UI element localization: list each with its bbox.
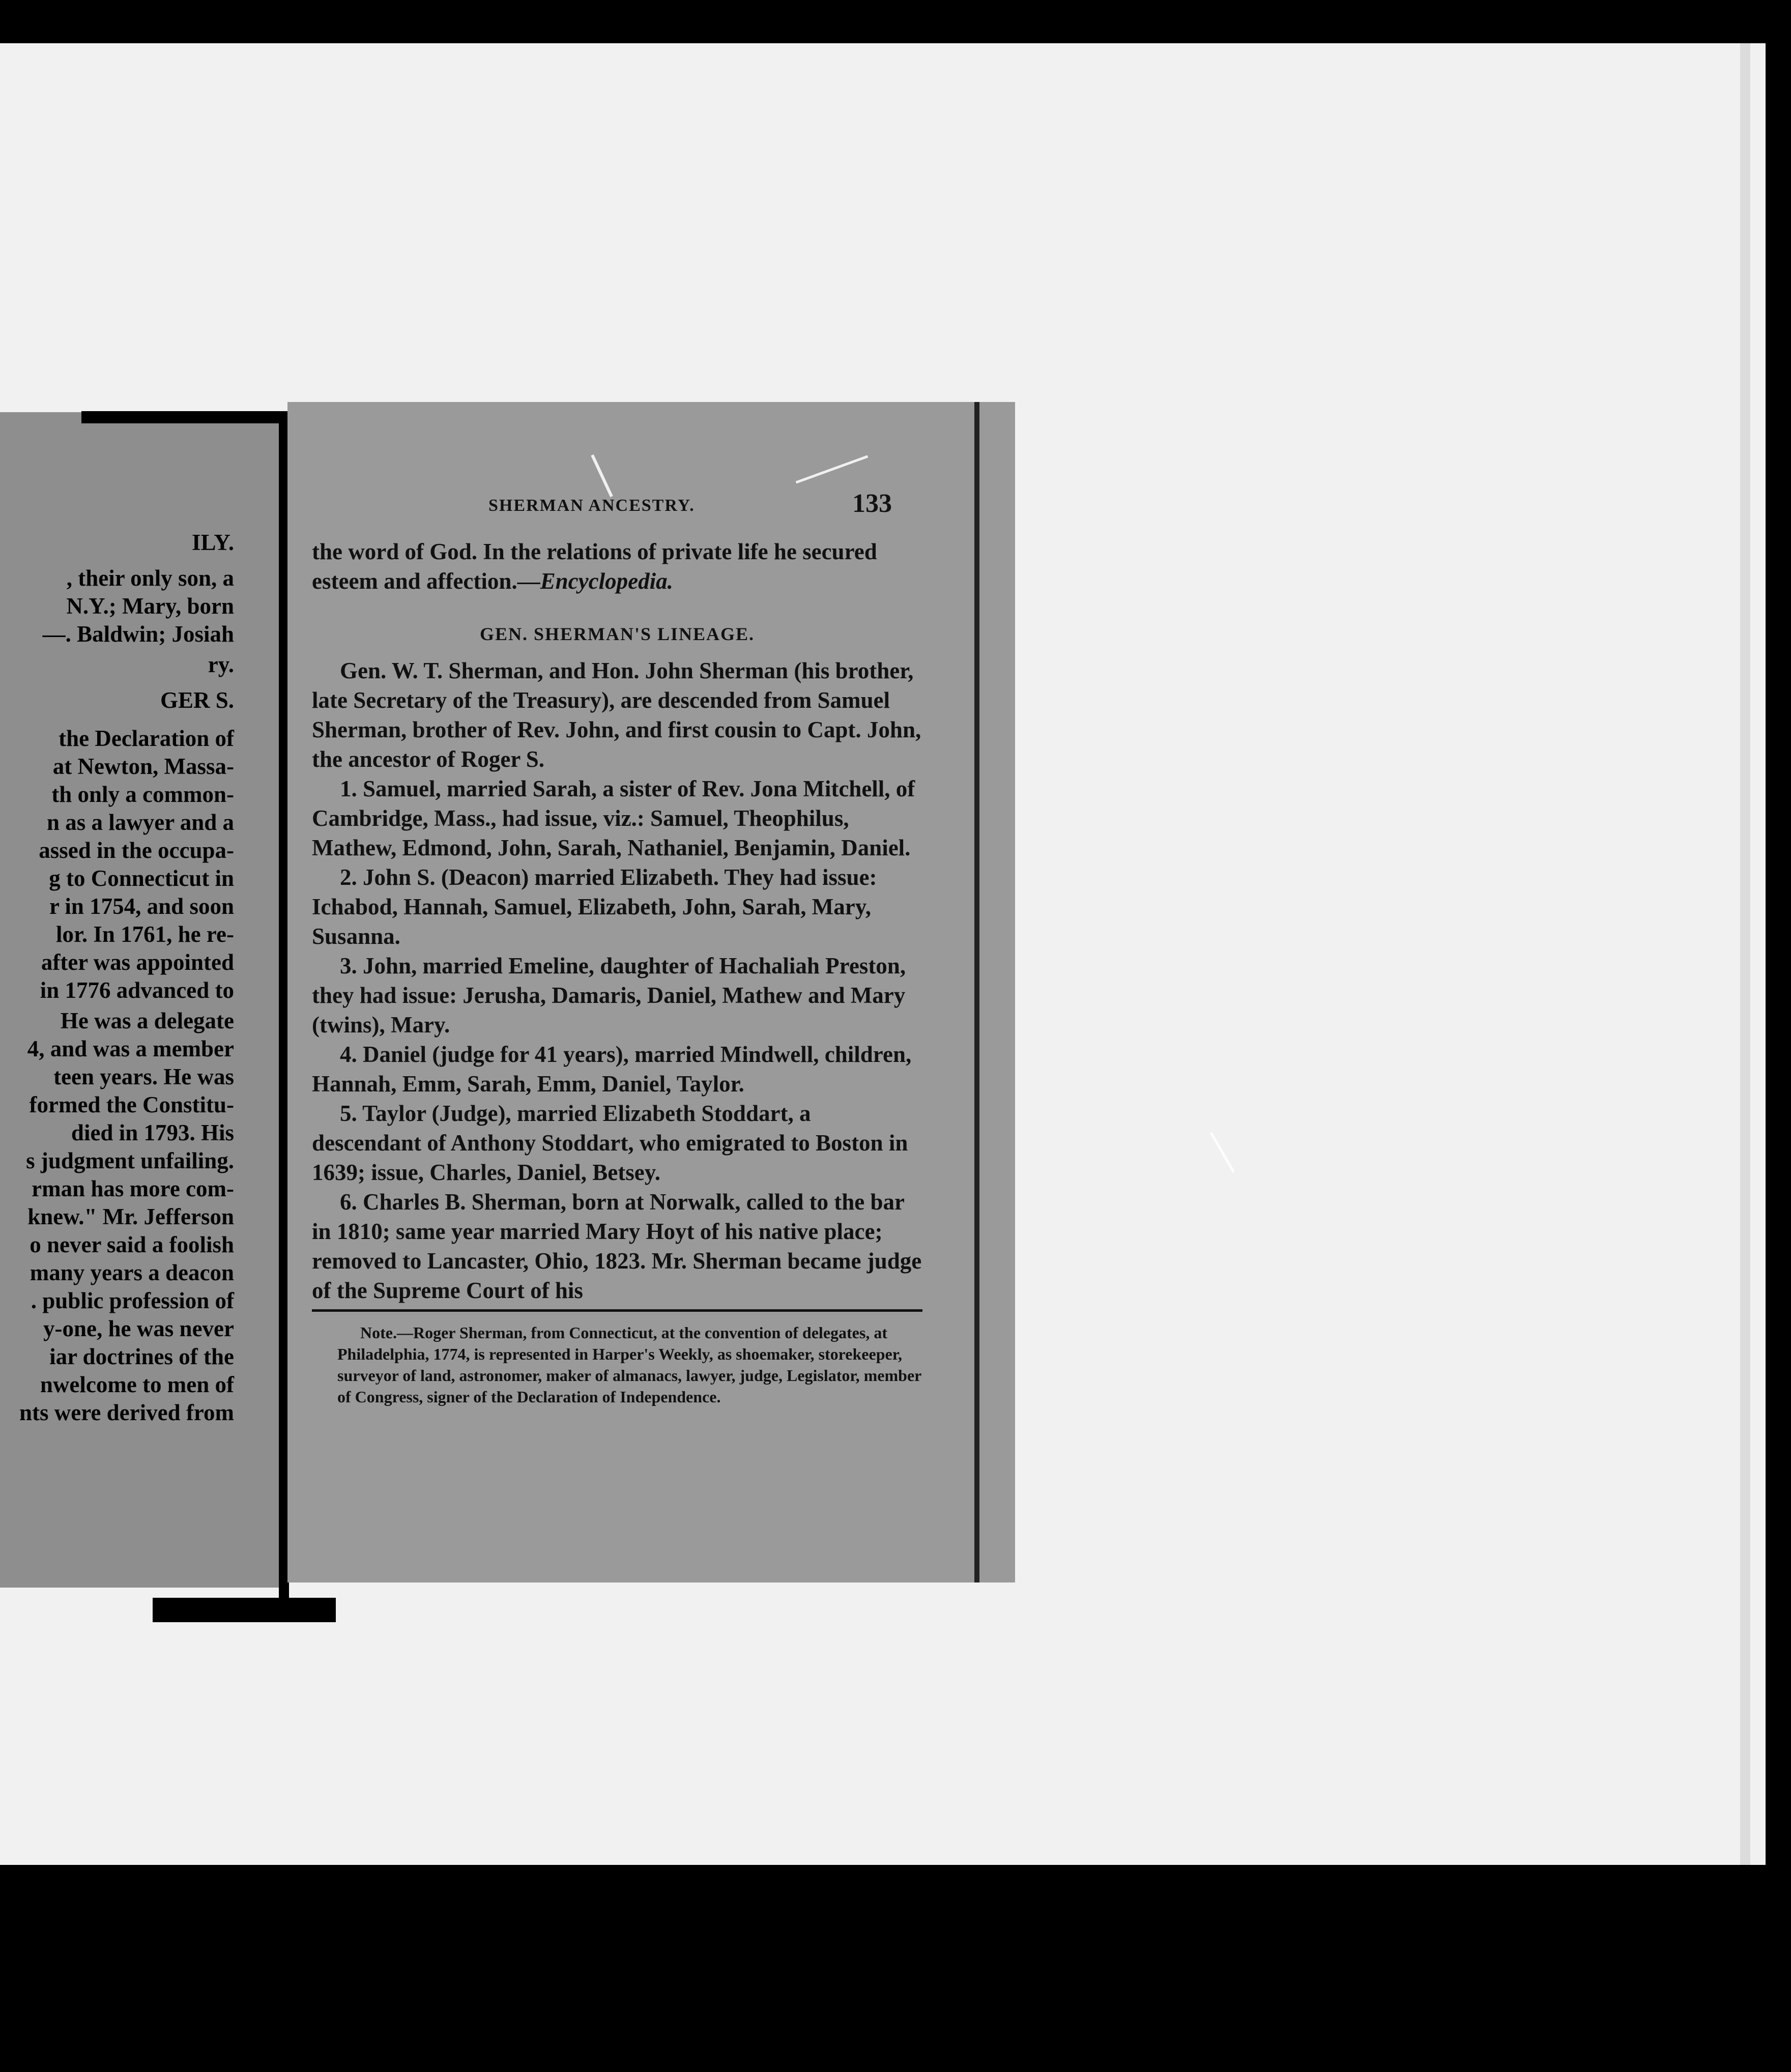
left-page xyxy=(0,412,285,1588)
left-page-line: nts were derived from xyxy=(19,1400,234,1425)
left-page-line: GER S. xyxy=(160,687,234,713)
left-page-line: the Declaration of xyxy=(59,726,234,751)
opening-text xyxy=(312,537,922,596)
left-page-line: after was appointed xyxy=(41,949,234,975)
opening-sentence: the word of God. In the relations of private life he secured esteem and affection.— xyxy=(312,539,877,594)
left-page-line: N.Y.; Mary, born xyxy=(66,593,234,619)
left-page-line: ILY. xyxy=(191,530,234,555)
paragraph-3: 3. John, married Emeline, daughter of Hachaliah Preston, they had issue: Jerusha, Damaris, Daniel, Mathew and Mary (twins), Mary. xyxy=(312,953,906,1038)
left-page-line: g to Connecticut in xyxy=(49,866,234,891)
paragraph-2: 2. John S. (Deacon) married Elizabeth. They had issue: Ichabod, Hannah, Samuel, Elizabeth, John, Sarah, Mary, Susanna. xyxy=(312,865,877,949)
left-page-line: ry. xyxy=(208,652,234,677)
page-body xyxy=(312,537,922,1407)
left-page-line: in 1776 advanced to xyxy=(40,977,234,1003)
left-page-line: knew." Mr. Jefferson xyxy=(27,1204,234,1229)
left-page-line: iar doctrines of the xyxy=(49,1344,234,1369)
left-page-line: r in 1754, and soon xyxy=(49,894,234,919)
left-page-line: many years a deacon xyxy=(30,1260,234,1285)
left-page-line: n as a lawyer and a xyxy=(47,810,234,835)
left-page-line: teen years. He was xyxy=(53,1064,234,1089)
left-page-line: o never said a foolish xyxy=(30,1232,234,1257)
binding-strip-top xyxy=(81,411,310,423)
footnote-rule xyxy=(312,1309,922,1312)
page-number: 133 xyxy=(852,489,892,518)
left-page-line: lor. In 1761, he re- xyxy=(55,922,234,947)
left-page-line: s judgment unfailing. xyxy=(26,1148,234,1173)
left-page-line: formed the Constitu- xyxy=(29,1092,234,1117)
left-page-line: , their only son, a xyxy=(66,565,234,591)
left-page-line: y-one, he was never xyxy=(43,1316,234,1341)
left-page-line: died in 1793. His xyxy=(71,1120,234,1145)
page-edge xyxy=(974,402,979,1582)
left-page-line: assed in the occupa- xyxy=(39,838,234,863)
paragraph-1: 1. Samuel, married Sarah, a sister of Rev. Jona Mitchell, of Cambridge, Mass., had issue, viz.: Samuel, Theophilus, Mathew, Edmond, John, Sarah, Nathaniel, Benjamin, Daniel. xyxy=(312,776,915,860)
paragraph-5: 5. Taylor (Judge), married Elizabeth Stoddart, a descendant of Anthony Stoddart, who emigrated to Boston in 1639; issue, Charles, Daniel, Betsey. xyxy=(312,1101,908,1185)
footnote: Note.—Roger Sherman, from Connecticut, at the convention of delegates, at Philadelphia, 1774, is represented in Harper's Weekly, as shoemaker, storekeeper, surveyor of land, astronomer, maker of almanacs, lawyer, judge, Legislator, member of Congress, signer of the Declaration of Independence. xyxy=(337,1323,921,1406)
paragraph-4: 4. Daniel (judge for 41 years), married Mindwell, children, Hannah, Emm, Sarah, Emm, Daniel, Taylor. xyxy=(312,1042,912,1097)
left-page-line: —. Baldwin; Josiah xyxy=(42,621,234,647)
left-page-line: rman has more com- xyxy=(32,1176,234,1201)
paragraph-6: 6. Charles B. Sherman, born at Norwalk, called to the bar in 1810; same year married Mary Hoyt of his native place; removed to Lancaster, Ohio, 1823. Mr. Sherman became judge of the Supreme Court of his xyxy=(312,1189,922,1303)
sheet-edge xyxy=(1740,43,1750,1865)
left-page-line: He was a delegate xyxy=(60,1008,234,1033)
right-page xyxy=(287,402,1015,1582)
binding-strip-bottom xyxy=(153,1598,336,1622)
section-title: GEN. SHERMAN'S LINEAGE. xyxy=(479,624,755,644)
paragraph-intro: Gen. W. T. Sherman, and Hon. John Sherman (his brother, late Secretary of the Treasury), are descended from Samuel Sherman, brother of Rev. John, and first cousin to Capt. John, the ancestor of Roger S. xyxy=(312,658,921,772)
left-page-line: 4, and was a member xyxy=(27,1036,234,1061)
left-page-line: th only a common- xyxy=(51,782,234,807)
running-head: SHERMAN ANCESTRY. xyxy=(488,496,695,515)
left-page-line: at Newton, Massa- xyxy=(52,754,234,779)
left-page-line: . public profession of xyxy=(31,1288,234,1313)
left-page-line: nwelcome to men of xyxy=(40,1372,234,1397)
opening-source: Encyclopedia. xyxy=(540,568,673,594)
